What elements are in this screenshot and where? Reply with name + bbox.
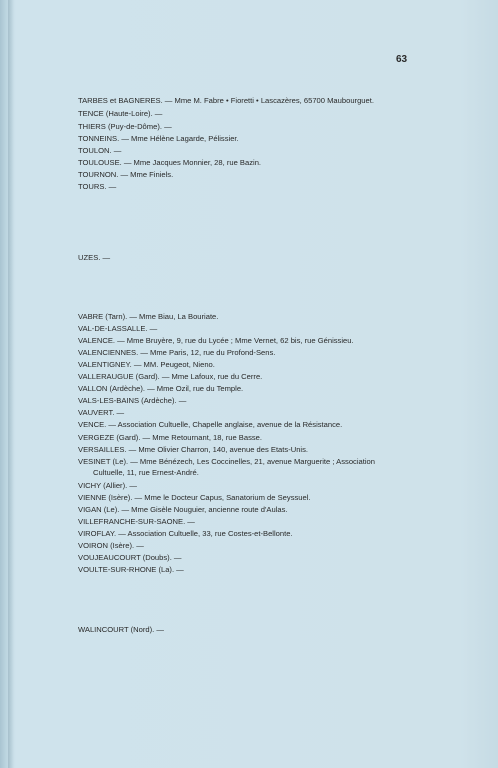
list-entry: VENCE. — Association Cultuelle, Chapelle anglaise, avenue de la Résistance.: [78, 420, 343, 429]
list-entry: VALS-LES-BAINS (Ardèche). —: [78, 396, 187, 405]
list-entry: TOURS. —: [78, 182, 117, 191]
list-entry: VAL-DE-LASSALLE. —: [78, 324, 158, 333]
list-entry: WALINCOURT (Nord). —: [78, 625, 164, 634]
list-entry: VOIRON (Isère). —: [78, 541, 144, 550]
list-entry: TOULOUSE. — Mme Jacques Monnier, 28, rue Bazin.: [78, 158, 262, 167]
list-entry: VABRE (Tarn). — Mme Biau, La Bouriate.: [78, 312, 219, 321]
list-entry: VESINET (Le). — Mme Bénézech, Les Coccinelles, 21, avenue Marguerite ; Association: [78, 457, 376, 466]
list-entry: TENCE (Haute-Loire). —: [78, 109, 163, 118]
list-entry: VIENNE (Isère). — Mme le Docteur Capus, Sanatorium de Seyssuel.: [78, 493, 311, 502]
list-entry: VALENCE. — Mme Bruyère, 9, rue du Lycée ; Mme Vernet, 62 bis, rue Génissieu.: [78, 336, 354, 345]
list-entry: VALENTIGNEY. — MM. Peugeot, Nieno.: [78, 360, 215, 369]
list-entry: VERGEZE (Gard). — Mme Retournant, 18, rue Basse.: [78, 433, 263, 442]
page-binding-shadow: [8, 0, 14, 768]
list-entry: VIROFLAY. — Association Cultuelle, 33, rue Costes-et-Bellonte.: [78, 529, 293, 538]
list-entry: THIERS (Puy-de-Dôme). —: [78, 122, 172, 131]
list-entry: TONNEINS. — Mme Hélène Lagarde, Pélissier.: [78, 134, 239, 143]
list-entry: VOULTE-SUR-RHONE (La). —: [78, 565, 184, 574]
list-entry: UZES. —: [78, 253, 111, 262]
list-entry: VALLERAUGUE (Gard). — Mme Lafoux, rue du Cerre.: [78, 372, 263, 381]
list-entry: VICHY (Allier). —: [78, 481, 137, 490]
page-number: 63: [396, 54, 408, 65]
list-entry: TOURNON. — Mme Finiels.: [78, 170, 174, 179]
list-entry: VALLON (Ardèche). — Mme Ozil, rue du Temple.: [78, 384, 244, 393]
list-entry: VAUVERT. —: [78, 408, 125, 417]
list-entry: VIGAN (Le). — Mme Gisèle Nouguier, ancienne route d'Aulas.: [78, 505, 288, 514]
list-entry: TARBES et BAGNERES. — Mme M. Fabre • Fioretti • Lascazères, 65700 Maubourguet.: [78, 96, 374, 105]
list-entry: VERSAILLES. — Mme Olivier Charron, 140, avenue des Etats-Unis.: [78, 445, 309, 454]
list-entry: VALENCIENNES. — Mme Paris, 12, rue du Profond-Sens.: [78, 348, 276, 357]
list-entry: TOULON. —: [78, 146, 122, 155]
list-entry: VILLEFRANCHE-SUR-SAONE. —: [78, 517, 195, 526]
list-entry-continuation: Cultuelle, 11, rue Ernest-André.: [93, 468, 199, 477]
list-entry: VOUJEAUCOURT (Doubs). —: [78, 553, 182, 562]
